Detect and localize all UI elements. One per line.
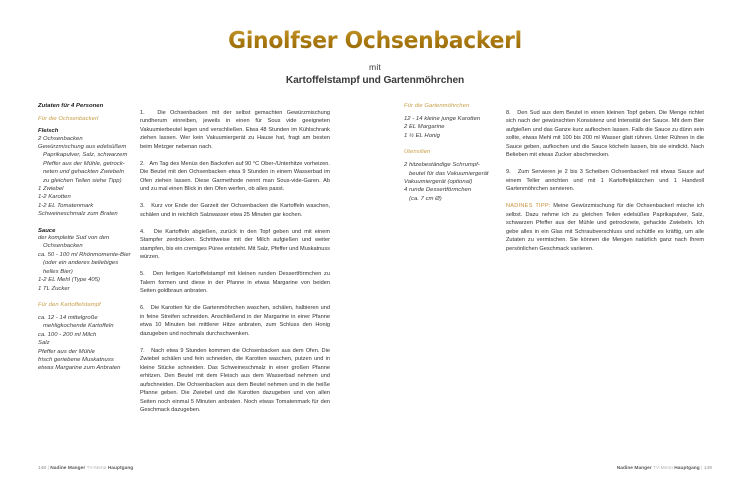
ingredient-item: 1 TL Zucker bbox=[38, 285, 70, 292]
step-text: Den Sud aus dem Beutel in einen kleinen Topf geben. Die Menge richtet sich nach der gewünschten Konsistenz und Intensität der Sauce. Mit dem Bier aufgießen und das Ganze kurz aufkochen lassen. Falls die Sauce zu dünn sein sollte, etwas Mehl mit 100 bis 200 ml Wasser glatt rühren. Unter Rühren in die Sauce geben, aufkochen und die Sauce köcheln lassen, bis sie eindickt. Nach Belieben mit etwas Zucker abschmecken. bbox=[506, 109, 704, 159]
step-number: 7. bbox=[140, 347, 145, 354]
steps-column-middle bbox=[140, 103, 330, 423]
page-title: Ginolfser Ochsenbackerl bbox=[26, 26, 724, 54]
ingredient-item: Schweineschmalz zum Braten bbox=[38, 211, 118, 218]
ingredient-item: 1 Zwiebel bbox=[38, 185, 64, 192]
footer-course: Hauptgang bbox=[674, 466, 700, 471]
recipe-step bbox=[140, 347, 330, 415]
recipe-step bbox=[140, 109, 330, 152]
step-text: Kurz vor Ende der Garzeit der Ochsenbacken die Kartoffeln waschen, schälen und in reichlich Salzwasser etwa 25 Minuten gar kochen. bbox=[140, 203, 331, 218]
step-number: 9. bbox=[506, 169, 511, 176]
ingredient-list-utensilien bbox=[404, 161, 500, 203]
tip-label: NADINES TIPP: bbox=[506, 203, 551, 210]
ingredient-item: ca. 100 - 200 ml Milch bbox=[38, 331, 97, 338]
footer-author: Nadine Manger bbox=[50, 466, 86, 471]
ingredient-item: (oder ein anderes beliebiges bbox=[43, 260, 119, 267]
ingredient-item: 1-2 EL Mehl (Type 405) bbox=[38, 277, 100, 284]
footer-menu: TV-Menü bbox=[653, 466, 673, 471]
ingredient-item: 2 EL Margarine bbox=[404, 124, 445, 131]
ingredients-section-title-utensilien: Utensilien bbox=[404, 149, 431, 156]
ingredient-item: Pfeffer aus der Mühle bbox=[38, 348, 95, 355]
step-text: Den fertigen Kartoffelstampf mit kleinen runden Dessertförmchen zu Talern formen und diese in der Pfanne in etwas Margarine von beiden Seiten goldbraun anbraten. bbox=[140, 271, 330, 295]
step-number: 3. bbox=[140, 203, 145, 210]
ingredient-item: 2 hitzebeständige Schrumpf- bbox=[404, 162, 480, 169]
step-text: Die Kartoffeln abgießen, zurück in den Topf geben und mit einem Stampfer zerdrücken. Schrittweise mit der Milch aufgießen und weiter stampfen, bis ein cremiges Püree entsteht. Mit Salz, Pfeffer und Muskatnuss würzen. bbox=[140, 228, 330, 261]
recipe-step bbox=[506, 168, 704, 194]
ingredients-heading: Zutaten für 4 Personen bbox=[38, 103, 104, 109]
ingredients-subheading-sauce: Sauce bbox=[38, 227, 56, 234]
step-text: Zum Servieren je 2 bis 3 Scheiben Ochsenbackerl mit etwas Sauce auf einem Teller anrichten und mit 1 Kartoffelplätzchen und 1 Handvoll Gartenmöhrchen servieren. bbox=[506, 169, 704, 193]
steps-column-right bbox=[506, 103, 704, 259]
footer-author: Nadine Manger bbox=[616, 466, 652, 471]
ingredient-item: 1 ½ EL Honig bbox=[404, 132, 440, 139]
ingredient-list-sauce bbox=[38, 234, 132, 293]
recipe-step bbox=[140, 228, 330, 262]
step-text: Am Tag des Menüs den Backofen auf 90 °C Ober-/Unterhitze vorheizen. Die Beutel mit den Ochsenbacken etwa 9 Stunden in einem Wasserbad im Ofen ziehen lassen. Diese Garmethode nennt man Sous-vide-Garen. Ab und zu mal einen Blick in den Ofen werfen, ob alles passt. bbox=[140, 160, 330, 193]
ingredient-item: 4 runde Dessertförmchen bbox=[404, 187, 472, 194]
ingredient-item: Paprikapulver, Salz, schwarzem bbox=[43, 152, 128, 159]
recipe-step bbox=[140, 160, 330, 194]
recipe-step bbox=[140, 270, 330, 296]
step-text: Die Ochsenbacken mit der selbst gemachten Gewürzmischung rundherum einreiben, jeweils in einen für Sous vide geeigneten Vakuumierbeutel legen und verschließen. Etwa 48 Stunden im Kühlschrank ziehen lassen. Wer kein Vakuumiergerät zu Hause hat, fragt am besten beim Metzger nebenan nach. bbox=[140, 109, 330, 150]
step-number: 8. bbox=[506, 109, 511, 116]
ingredient-item: helles Bier) bbox=[43, 268, 73, 275]
ingredient-list-gartenmoehrchen bbox=[404, 115, 500, 140]
step-number: 5. bbox=[140, 271, 145, 278]
ingredient-list-fleisch bbox=[38, 135, 132, 219]
ingredient-item: Pfeffer aus der Mühle, getrock- bbox=[43, 160, 125, 167]
title-block bbox=[0, 26, 750, 54]
ingredient-item: zu gleichen Teilen siehe Tipp) bbox=[43, 177, 122, 184]
ingredient-item: Ochsenbacken bbox=[43, 243, 83, 250]
ingredient-item: 1-2 Karotten bbox=[38, 194, 71, 201]
ingredient-item: (ca. 7 cm Ø) bbox=[409, 195, 442, 202]
footer-right bbox=[617, 466, 712, 471]
tip-text: Meine Gewürzmischung für die Ochsenbackerl mische ich selbst. Dazu nehme ich zu gleichen Teilen edelsüßes Paprikapulver, Salz, schwarzen Pfeffer aus der Mühle und getrocknete, gehackte Zwiebeln. Ich gebe alles in ein Glas mit Schraubverschluss und schüttle es kräftig, um alle Zutaten zu vermischen. Sie können die Mengen natürlich ganz nach Ihrem persönlichen Geschmack variieren. bbox=[506, 203, 704, 252]
ingredients-column-right bbox=[404, 103, 500, 203]
step-number: 6. bbox=[140, 305, 145, 312]
step-text: Die Karotten für die Gartenmöhrchen waschen, schälen, halbieren und in feine Streifen schneiden. Anschließend in der Margarine in einer Pfanne etwa 10 Minuten bei mittlerer Hitze anbraten, zum Schluss den Honig dazugeben und nochmals durchschwenken. bbox=[140, 305, 330, 337]
ingredient-item: 2 Ochsenbacken bbox=[38, 135, 83, 142]
ingredient-item: Vakuumiergerät (optional) bbox=[404, 179, 473, 186]
step-number: 1. bbox=[140, 109, 145, 116]
ingredient-item: ca. 12 - 14 mittelgroße bbox=[38, 314, 98, 321]
ingredient-item: der komplette Sud von den bbox=[38, 235, 110, 242]
ingredients-section-title-gartenmoehrchen: Für die Gartenmöhrchen bbox=[404, 103, 470, 109]
ingredient-item: Salz bbox=[38, 340, 50, 347]
subtitle-line-2: Kartoffelstampf und Gartenmöhrchen bbox=[285, 75, 465, 86]
tip-block bbox=[506, 202, 704, 253]
footer-menu: TV-Menü bbox=[86, 466, 107, 471]
recipe-step bbox=[140, 304, 330, 338]
recipe-step bbox=[506, 109, 704, 160]
ingredient-item: ca. 50 - 100 ml Rhönmomente-Bier bbox=[38, 251, 131, 258]
ingredient-list-kartoffelstampf bbox=[38, 314, 132, 373]
ingredient-item: 12 - 14 kleine junge Karotten bbox=[404, 116, 481, 122]
step-number: 4. bbox=[140, 228, 145, 235]
footer-course: Hauptgang bbox=[107, 466, 134, 471]
ingredient-item: 1-2 EL Tomatenmark bbox=[38, 202, 94, 209]
ingredient-item: mehligkochende Kartoffeln bbox=[43, 323, 114, 330]
subtitle-line-1: mit bbox=[368, 62, 382, 72]
footer-page-number: 148 bbox=[38, 466, 47, 471]
ingredients-section-title-kartoffelstampf: Für den Kartoffelstampf bbox=[38, 301, 101, 308]
subtitle-block bbox=[0, 62, 750, 86]
step-text: Nach etwa 9 Stunden kommen die Ochsenbacken aus dem Ofen. Die Zwiebel schälen und fein schneiden, die Karotten waschen, putzen und in kleine Stücke schneiden. Das Schweineschmalz in einer großen Pfanne erhitzen. Den Beutel mit dem Fleisch aus dem Wasserbad nehmen und aufschneiden. Die Ochsenbacken aus dem Beutel nehmen und in die heiße Pfanne geben. Die Zwiebel und die Karotten dazugeben und von allen Seiten noch einmal 5 Minuten anbraten. Noch etwas Tomatenmark für den Geschmack dazugeben. bbox=[140, 347, 330, 414]
ingredients-subheading-fleisch: Fleisch bbox=[38, 128, 59, 134]
footer-separator: | bbox=[701, 466, 703, 471]
footer-left bbox=[38, 466, 133, 471]
recipe-step bbox=[140, 202, 330, 219]
ingredient-item: neten und gehackten Zwiebeln bbox=[43, 169, 125, 176]
ingredient-item: frisch geriebene Muskatnuss bbox=[38, 356, 114, 363]
ingredient-item: Gewürzmischung aus edelsüßem bbox=[38, 143, 127, 150]
step-number: 2. bbox=[140, 160, 145, 167]
ingredients-column-left bbox=[38, 103, 132, 373]
ingredient-item: etwas Margarine zum Anbraten bbox=[38, 365, 121, 372]
ingredient-item: beutel für das Vakuumiergerät bbox=[409, 170, 489, 177]
footer-separator: | bbox=[47, 466, 49, 471]
footer-page-number: 149 bbox=[703, 466, 712, 471]
ingredients-section-title-ochsenbackerl: Für die Ochsenbackerl bbox=[38, 116, 99, 122]
